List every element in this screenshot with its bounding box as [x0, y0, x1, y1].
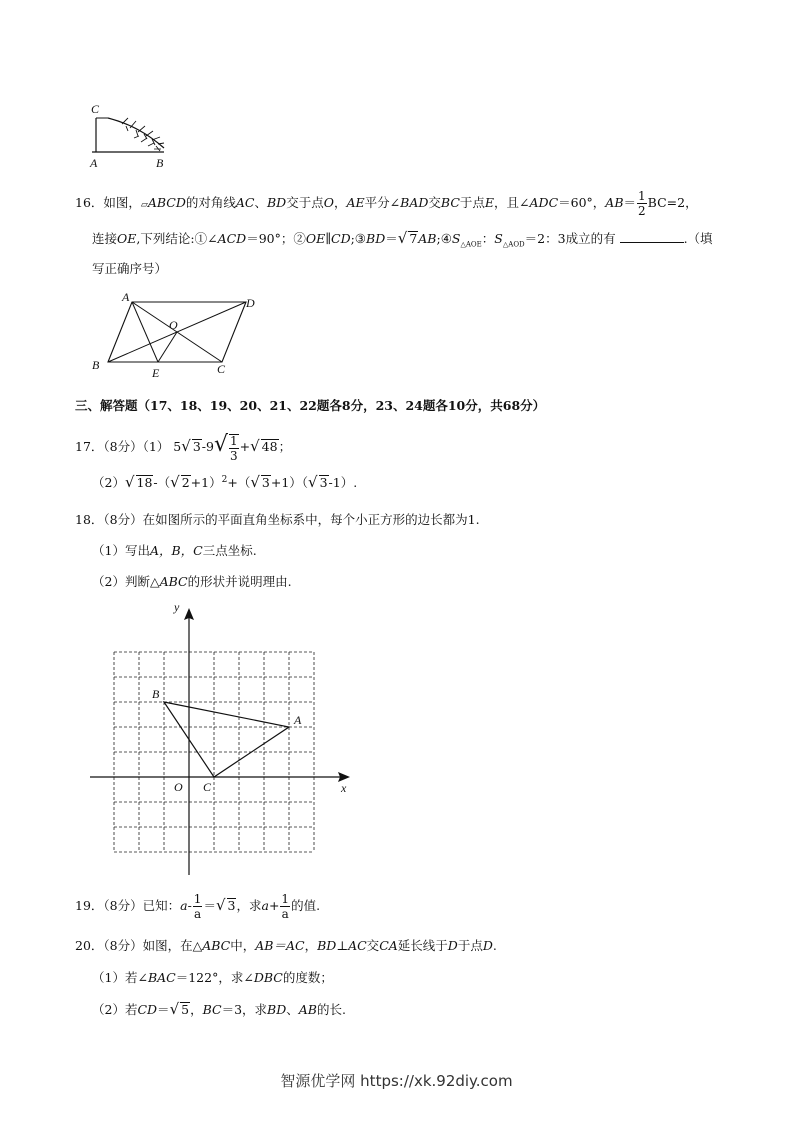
text: CD: [137, 1002, 158, 1017]
text: 2: [638, 204, 646, 218]
text: AC: [235, 195, 255, 210]
text: BC=2，: [647, 195, 698, 210]
text: 连接: [92, 231, 118, 246]
label-o: O: [169, 318, 178, 332]
text: .: [492, 938, 497, 953]
text: 三点坐标.: [202, 543, 257, 558]
text: AC: [348, 938, 367, 953]
text: （1）写出: [92, 543, 150, 558]
q16-line3: 写正确序号）: [92, 261, 168, 276]
text: （2）: [92, 475, 125, 490]
text: ＝122°，求∠: [175, 970, 254, 985]
text: ABC: [159, 574, 188, 589]
label-c: C: [203, 780, 212, 794]
text: +: [239, 439, 251, 454]
text: BD: [267, 195, 287, 210]
text: 于点: [457, 938, 483, 953]
text: 1: [193, 892, 202, 906]
text: ，求: [236, 898, 262, 913]
text: AE: [346, 195, 365, 210]
text: ＝60°，: [558, 195, 606, 210]
text: S: [451, 231, 461, 246]
text: ；: [278, 439, 292, 454]
label-b: B: [152, 687, 160, 701]
radical-icon: √: [397, 229, 408, 247]
fraction-one-over-a-2: [280, 893, 290, 920]
text: 17．（8分）（1）: [75, 439, 170, 454]
parallelogram-drawing: [84, 288, 264, 384]
text: D: [482, 938, 493, 953]
text: ABC: [202, 938, 231, 953]
text: -: [187, 898, 192, 913]
text: ，: [304, 938, 318, 953]
text: 交: [366, 938, 380, 953]
text: 1: [638, 189, 646, 203]
label-x: x: [341, 781, 347, 795]
text: AB: [418, 231, 437, 246]
coordinate-figure: [88, 600, 360, 880]
label-e: E: [152, 366, 160, 380]
text: 、: [286, 1002, 299, 1017]
label-a: A: [294, 713, 302, 727]
text: （2）若: [92, 1002, 138, 1017]
text: 的对角线: [185, 195, 236, 210]
text: 48: [261, 439, 278, 454]
text: BAD: [400, 195, 429, 210]
text: △AOE: [460, 240, 482, 249]
q16-line2: [92, 229, 713, 249]
text: 中，: [230, 938, 256, 953]
label-a: A: [122, 290, 130, 304]
text: 1: [281, 892, 290, 906]
label-b: B: [92, 358, 100, 372]
radical-icon: √: [250, 473, 260, 491]
q20-line1: [75, 936, 497, 954]
text: BD: [366, 231, 386, 246]
label-d: D: [246, 296, 255, 310]
text: 的度数；: [282, 970, 333, 985]
text: +（: [227, 475, 251, 490]
fraction-one-third: [229, 434, 239, 462]
text: 的形状并说明理由.: [187, 574, 292, 589]
text: ⊥: [336, 938, 349, 953]
text: △AOD: [502, 240, 525, 249]
text: 、: [254, 195, 267, 210]
text: CA: [379, 938, 398, 953]
q18-line3: [92, 572, 292, 590]
text: OE: [305, 231, 326, 246]
question-19: [75, 893, 320, 920]
radical-icon: √: [124, 473, 135, 491]
text: +: [268, 898, 280, 913]
text: ，: [190, 1002, 203, 1017]
footer-watermark: 智源优学网 https://xk.92diy.com: [280, 1072, 513, 1090]
q20-line3: [92, 1000, 346, 1018]
text: D: [447, 938, 458, 953]
text: 19．（8分）已知：: [75, 898, 181, 913]
text: ＝: [623, 195, 637, 210]
text: ABCD: [147, 195, 186, 210]
text: BAC: [147, 970, 176, 985]
text: +1）: [190, 475, 222, 490]
parallelogram-figure: [84, 288, 264, 384]
text: -9: [201, 439, 214, 454]
text: .（填: [683, 231, 713, 246]
text: 交于点: [286, 195, 324, 210]
q16-line1: [75, 190, 698, 217]
text: 3: [227, 898, 236, 913]
text: ,下列结论:①∠: [136, 231, 218, 246]
label-o: O: [174, 780, 183, 794]
text: ＝: [203, 898, 216, 913]
text: BC: [202, 1002, 222, 1017]
tree-figure-drawing: [86, 102, 186, 172]
text: 3: [229, 448, 238, 463]
text: BC: [440, 195, 460, 210]
text: AB: [298, 1002, 317, 1017]
text: ，: [333, 195, 347, 210]
text: A，B，C: [149, 543, 203, 558]
text: ＝: [385, 231, 398, 246]
text: ;④: [436, 231, 452, 246]
fraction-half: [637, 190, 647, 217]
text: ＝: [157, 1002, 170, 1017]
radical-icon: √: [169, 1000, 180, 1018]
text: -1）.: [328, 475, 358, 490]
coordinate-drawing: [88, 600, 360, 880]
text: 5: [173, 439, 182, 454]
text: -（: [153, 475, 171, 490]
text: ACD: [217, 231, 247, 246]
tree-figure: [86, 102, 186, 172]
text: BD: [317, 938, 337, 953]
radical-icon: √: [170, 473, 180, 491]
text: ;③: [350, 231, 367, 246]
text: a: [281, 907, 289, 921]
text: a: [194, 907, 202, 921]
text: ：: [481, 231, 495, 246]
text: ＝2：3成立的有: [524, 231, 616, 246]
text: 3: [319, 475, 328, 490]
text: 的长.: [316, 1002, 346, 1017]
text: +1）（: [270, 475, 309, 490]
text: （1）若∠: [92, 970, 148, 985]
parallelogram-symbol: ▱: [140, 200, 148, 210]
text: （2）判断△: [92, 574, 160, 589]
text: 7: [409, 231, 418, 246]
text: AB: [605, 195, 624, 210]
q20-line2: [92, 968, 333, 986]
text: 的值.: [291, 898, 321, 913]
text: 平分∠: [364, 195, 401, 210]
radical-icon: √: [215, 896, 226, 914]
q18-line1: 18．（8分）在如图所示的平面直角坐标系中，每个小正方形的边长都为1.: [75, 512, 480, 527]
triangle-abc: [164, 702, 289, 777]
label-a: A: [90, 156, 98, 170]
q17-part2: [92, 473, 357, 491]
text: a: [261, 898, 269, 913]
text: ＝90°；②: [246, 231, 306, 246]
q18-line2: [92, 541, 257, 559]
label-b: B: [156, 156, 164, 170]
text: 如图，: [103, 195, 141, 210]
text: 20．（8分）如图，在△: [75, 938, 203, 953]
text: OE: [117, 231, 137, 246]
text: AB＝AC: [255, 938, 305, 953]
radical-icon: √: [181, 437, 191, 455]
text: CD: [331, 231, 351, 246]
answer-blank[interactable]: [620, 231, 684, 243]
text: ＝3，求: [221, 1002, 268, 1017]
text: O: [323, 195, 334, 210]
q17-part1: [75, 432, 291, 462]
grid: [114, 652, 314, 852]
section-3-title: 三、解答题（17、18、19、20、21、22题各8分，23、24题各10分，共68分）: [75, 398, 546, 413]
text: 2: [181, 475, 190, 490]
text: ，且∠: [494, 195, 530, 210]
text: 于点: [459, 195, 485, 210]
text: E: [484, 195, 495, 210]
text: 18: [136, 475, 153, 490]
text: ADC: [529, 195, 559, 210]
radical-icon: √: [308, 473, 318, 491]
text: 延长线于: [397, 938, 448, 953]
text: a: [180, 898, 188, 913]
text: 1: [229, 433, 238, 448]
radical-icon: √: [250, 437, 260, 455]
text: ∥: [325, 231, 331, 246]
radical-icon: √: [213, 432, 228, 457]
text: 交: [428, 195, 441, 210]
label-y: y: [174, 600, 180, 614]
text: 3: [261, 475, 270, 490]
text: DBC: [253, 970, 283, 985]
text: BD: [267, 1002, 287, 1017]
q16-number: 16．: [75, 195, 104, 210]
label-c: C: [217, 362, 226, 376]
label-c: C: [91, 102, 100, 116]
text: S: [494, 231, 503, 246]
text: 2: [221, 474, 228, 485]
text: 3: [192, 439, 201, 454]
text: 5: [181, 1002, 190, 1017]
fraction-one-over-a: [193, 893, 203, 920]
